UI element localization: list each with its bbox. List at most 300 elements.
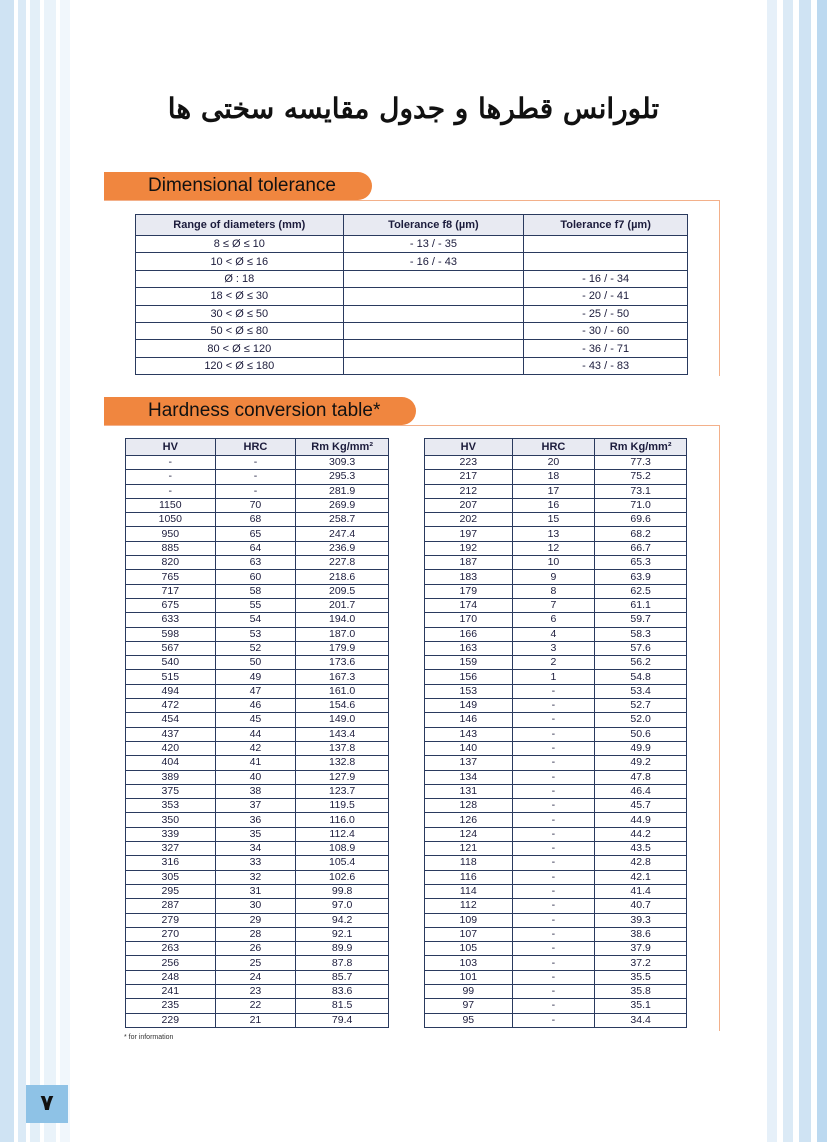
table-row: [126, 627, 389, 641]
table-cell: 241: [126, 984, 216, 998]
table-cell: 127.9: [296, 770, 389, 784]
table-cell: -: [512, 999, 595, 1013]
table-cell: 13: [512, 527, 595, 541]
table-row: [425, 484, 687, 498]
table-cell: 598: [126, 627, 216, 641]
table-cell: 7: [512, 598, 595, 612]
table-row: [425, 784, 687, 798]
table-row: [425, 884, 687, 898]
table-cell: 20: [512, 456, 595, 470]
table-cell: 105: [425, 942, 513, 956]
table-cell: -: [512, 699, 595, 713]
table-row: [126, 470, 389, 484]
table-cell: 71.0: [595, 498, 687, 512]
table-cell: 103: [425, 956, 513, 970]
table-cell: - 25 / - 50: [524, 305, 688, 322]
table-cell: 327: [126, 842, 216, 856]
table-row: [126, 870, 389, 884]
table-cell: -: [215, 456, 296, 470]
table-cell: 218.6: [296, 570, 389, 584]
table-cell: 22: [215, 999, 296, 1013]
table-cell: -: [512, 856, 595, 870]
table-cell: 353: [126, 799, 216, 813]
table-cell: 154.6: [296, 699, 389, 713]
table-row: [126, 899, 389, 913]
table-row: [126, 484, 389, 498]
table-cell: 316: [126, 856, 216, 870]
table-cell: 132.8: [296, 756, 389, 770]
section-rule: [104, 200, 720, 201]
table-cell: 120 < Ø ≤ 180: [136, 357, 344, 374]
table-row: [126, 556, 389, 570]
table-cell: 87.8: [296, 956, 389, 970]
table-cell: 42.8: [595, 856, 687, 870]
table-cell: 30: [215, 899, 296, 913]
table-row: [126, 856, 389, 870]
table-cell: 25: [215, 956, 296, 970]
table-row: [126, 498, 389, 512]
table-row: [126, 670, 389, 684]
table-cell: - 36 / - 71: [524, 340, 688, 357]
table-row: [136, 340, 688, 357]
table-cell: 58.3: [595, 627, 687, 641]
table-cell: 44.9: [595, 813, 687, 827]
table-cell: 32: [215, 870, 296, 884]
table-cell: 149.0: [296, 713, 389, 727]
table-cell: 29: [215, 913, 296, 927]
table-cell: 118: [425, 856, 513, 870]
table-cell: - 16 / - 34: [524, 270, 688, 287]
table-cell: 183: [425, 570, 513, 584]
table-cell: 17: [512, 484, 595, 498]
table-cell: 140: [425, 741, 513, 755]
table-cell: 108.9: [296, 842, 389, 856]
hardness-table-right: [424, 438, 687, 1028]
table-cell: 37.9: [595, 942, 687, 956]
dimensional-heading: Dimensional tolerance: [104, 172, 372, 200]
table-cell: 404: [126, 756, 216, 770]
table-cell: 63: [215, 556, 296, 570]
table-cell: 34: [215, 842, 296, 856]
table-cell: 350: [126, 813, 216, 827]
table-cell: 137.8: [296, 741, 389, 755]
column-header: Range of diameters (mm): [136, 215, 344, 236]
section-rule: [104, 425, 720, 426]
table-cell: 24: [215, 970, 296, 984]
table-cell: 235: [126, 999, 216, 1013]
table-cell: 56.2: [595, 656, 687, 670]
right-stripe: [817, 0, 827, 1142]
table-cell: -: [512, 842, 595, 856]
table-cell: 59.7: [595, 613, 687, 627]
column-header: Tolerance f7 (µm): [524, 215, 688, 236]
table-row: [425, 613, 687, 627]
table-row: [425, 856, 687, 870]
table-row: [425, 956, 687, 970]
table-cell: [343, 288, 524, 305]
table-row: [126, 570, 389, 584]
table-cell: 187: [425, 556, 513, 570]
table-row: [126, 884, 389, 898]
table-row: [425, 727, 687, 741]
table-cell: 109: [425, 913, 513, 927]
table-row: [425, 670, 687, 684]
column-header: Rm Kg/mm²: [595, 439, 687, 456]
table-row: [425, 984, 687, 998]
table-cell: 248: [126, 970, 216, 984]
column-header: Tolerance f8 (µm): [343, 215, 524, 236]
table-cell: [343, 322, 524, 339]
table-cell: 146: [425, 713, 513, 727]
table-cell: 167.3: [296, 670, 389, 684]
table-cell: -: [126, 484, 216, 498]
column-header: Rm Kg/mm²: [296, 439, 389, 456]
table-row: [126, 613, 389, 627]
table-cell: 269.9: [296, 498, 389, 512]
table-row: [126, 699, 389, 713]
table-cell: 10 < Ø ≤ 16: [136, 253, 344, 270]
table-row: [126, 827, 389, 841]
table-row: [126, 984, 389, 998]
table-cell: -: [215, 470, 296, 484]
section-rule: [719, 425, 720, 1031]
table-cell: 57.6: [595, 641, 687, 655]
table-row: [136, 322, 688, 339]
table-cell: 149: [425, 699, 513, 713]
table-row: [136, 288, 688, 305]
table-cell: 375: [126, 784, 216, 798]
table-cell: 121: [425, 842, 513, 856]
table-cell: 37.2: [595, 956, 687, 970]
table-cell: 494: [126, 684, 216, 698]
table-row: [425, 641, 687, 655]
table-cell: 173.6: [296, 656, 389, 670]
table-row: [126, 641, 389, 655]
table-cell: 124: [425, 827, 513, 841]
table-cell: 123.7: [296, 784, 389, 798]
table-cell: 159: [425, 656, 513, 670]
table-cell: 765: [126, 570, 216, 584]
table-cell: [343, 270, 524, 287]
hardness-table-left: [125, 438, 389, 1028]
table-cell: 717: [126, 584, 216, 598]
table-row: [425, 513, 687, 527]
table-cell: 675: [126, 598, 216, 612]
table-row: [126, 813, 389, 827]
table-cell: 36: [215, 813, 296, 827]
left-stripe: [44, 0, 56, 1142]
table-cell: -: [512, 799, 595, 813]
table-cell: 52.7: [595, 699, 687, 713]
table-cell: -: [512, 927, 595, 941]
table-cell: 281.9: [296, 484, 389, 498]
table-cell: -: [512, 741, 595, 755]
right-stripe: [799, 0, 811, 1142]
table-cell: 187.0: [296, 627, 389, 641]
table-cell: 54: [215, 613, 296, 627]
table-cell: -: [512, 784, 595, 798]
table-row: [126, 656, 389, 670]
column-header: HV: [425, 439, 513, 456]
table-cell: 68: [215, 513, 296, 527]
table-cell: -: [512, 713, 595, 727]
table-cell: 53: [215, 627, 296, 641]
table-cell: 270: [126, 927, 216, 941]
table-cell: [524, 253, 688, 270]
table-cell: 633: [126, 613, 216, 627]
table-cell: 116.0: [296, 813, 389, 827]
table-cell: 472: [126, 699, 216, 713]
table-cell: 35: [215, 827, 296, 841]
table-cell: -: [512, 827, 595, 841]
table-cell: 116: [425, 870, 513, 884]
table-cell: 1050: [126, 513, 216, 527]
table-cell: 161.0: [296, 684, 389, 698]
table-cell: 53.4: [595, 684, 687, 698]
table-cell: - 20 / - 41: [524, 288, 688, 305]
table-cell: 437: [126, 727, 216, 741]
table-cell: 30 < Ø ≤ 50: [136, 305, 344, 322]
table-cell: 80 < Ø ≤ 120: [136, 340, 344, 357]
table-row: [126, 727, 389, 741]
table-cell: 44: [215, 727, 296, 741]
table-row: [425, 927, 687, 941]
table-row: [425, 799, 687, 813]
left-stripe: [30, 0, 40, 1142]
table-cell: -: [512, 770, 595, 784]
table-cell: 217: [425, 470, 513, 484]
table-cell: 70: [215, 498, 296, 512]
table-row: [126, 913, 389, 927]
table-cell: 194.0: [296, 613, 389, 627]
table-row: [126, 927, 389, 941]
table-row: [126, 756, 389, 770]
table-cell: 156: [425, 670, 513, 684]
table-cell: 153: [425, 684, 513, 698]
table-row: [425, 598, 687, 612]
table-cell: 820: [126, 556, 216, 570]
table-row: [425, 741, 687, 755]
table-row: [126, 942, 389, 956]
page-title: تلورانس قطرها و جدول مقایسه سختی ها: [167, 92, 660, 125]
table-row: [425, 813, 687, 827]
table-row: [425, 498, 687, 512]
table-row: [126, 684, 389, 698]
table-cell: 50.6: [595, 727, 687, 741]
table-cell: 75.2: [595, 470, 687, 484]
table-row: [126, 713, 389, 727]
table-row: [136, 357, 688, 374]
table-cell: -: [512, 899, 595, 913]
table-cell: 179.9: [296, 641, 389, 655]
table-cell: 174: [425, 598, 513, 612]
section-rule: [719, 200, 720, 376]
table-row: [425, 827, 687, 841]
table-cell: 179: [425, 584, 513, 598]
table-cell: 39.3: [595, 913, 687, 927]
table-row: [425, 570, 687, 584]
table-cell: 64: [215, 541, 296, 555]
table-row: [425, 699, 687, 713]
table-cell: 62.5: [595, 584, 687, 598]
table-cell: 131: [425, 784, 513, 798]
table-cell: 50: [215, 656, 296, 670]
table-cell: 45: [215, 713, 296, 727]
table-cell: 31: [215, 884, 296, 898]
table-cell: 885: [126, 541, 216, 555]
table-row: [126, 842, 389, 856]
table-cell: 43.5: [595, 842, 687, 856]
table-cell: 41: [215, 756, 296, 770]
table-cell: -: [512, 984, 595, 998]
table-row: [136, 305, 688, 322]
column-header: HRC: [215, 439, 296, 456]
table-cell: 192: [425, 541, 513, 555]
table-cell: 23: [215, 984, 296, 998]
table-cell: 33: [215, 856, 296, 870]
table-row: [425, 770, 687, 784]
table-cell: 3: [512, 641, 595, 655]
table-row: [126, 770, 389, 784]
table-cell: 309.3: [296, 456, 389, 470]
table-cell: 227.8: [296, 556, 389, 570]
table-cell: -: [512, 870, 595, 884]
table-cell: 287: [126, 899, 216, 913]
table-cell: 54.8: [595, 670, 687, 684]
table-cell: 305: [126, 870, 216, 884]
table-cell: 197: [425, 527, 513, 541]
table-cell: 126: [425, 813, 513, 827]
table-row: [425, 556, 687, 570]
table-row: [425, 684, 687, 698]
table-row: [126, 456, 389, 470]
table-cell: 66.7: [595, 541, 687, 555]
table-row: [425, 656, 687, 670]
table-cell: 1: [512, 670, 595, 684]
table-row: [126, 584, 389, 598]
footnote: * for information: [124, 1034, 174, 1041]
table-cell: 46: [215, 699, 296, 713]
table-cell: 65: [215, 527, 296, 541]
table-row: [425, 942, 687, 956]
table-cell: -: [512, 727, 595, 741]
table-cell: 114: [425, 884, 513, 898]
table-cell: 85.7: [296, 970, 389, 984]
table-cell: 40.7: [595, 899, 687, 913]
table-row: [136, 236, 688, 253]
table-cell: 45.7: [595, 799, 687, 813]
table-cell: -: [512, 956, 595, 970]
table-cell: 38.6: [595, 927, 687, 941]
table-cell: 1150: [126, 498, 216, 512]
table-cell: 49: [215, 670, 296, 684]
table-cell: 69.6: [595, 513, 687, 527]
table-cell: 339: [126, 827, 216, 841]
table-row: [126, 999, 389, 1013]
table-cell: 163: [425, 641, 513, 655]
table-row: [126, 956, 389, 970]
table-cell: 229: [126, 1013, 216, 1027]
table-cell: [343, 340, 524, 357]
table-row: [126, 784, 389, 798]
table-row: [425, 913, 687, 927]
table-cell: 420: [126, 741, 216, 755]
table-row: [425, 842, 687, 856]
table-cell: 202: [425, 513, 513, 527]
table-cell: 295.3: [296, 470, 389, 484]
table-cell: 58: [215, 584, 296, 598]
table-cell: 105.4: [296, 856, 389, 870]
table-cell: 209.5: [296, 584, 389, 598]
table-row: [425, 470, 687, 484]
table-cell: 28: [215, 927, 296, 941]
table-cell: 256: [126, 956, 216, 970]
table-cell: 143: [425, 727, 513, 741]
table-cell: 35.1: [595, 999, 687, 1013]
table-cell: 101: [425, 970, 513, 984]
table-cell: 128: [425, 799, 513, 813]
table-row: [425, 456, 687, 470]
table-cell: -: [215, 484, 296, 498]
table-cell: 95: [425, 1013, 513, 1027]
table-cell: 47: [215, 684, 296, 698]
column-header: HV: [126, 439, 216, 456]
table-cell: [343, 357, 524, 374]
table-cell: -: [512, 884, 595, 898]
column-header: HRC: [512, 439, 595, 456]
table-cell: 170: [425, 613, 513, 627]
table-cell: 112: [425, 899, 513, 913]
table-cell: 143.4: [296, 727, 389, 741]
table-row: [425, 756, 687, 770]
table-row: [126, 1013, 389, 1027]
table-cell: 46.4: [595, 784, 687, 798]
table-cell: 102.6: [296, 870, 389, 884]
table-cell: 6: [512, 613, 595, 627]
table-row: [136, 253, 688, 270]
table-cell: Ø : 18: [136, 270, 344, 287]
table-row: [425, 584, 687, 598]
table-cell: -: [512, 1013, 595, 1027]
table-cell: 18 < Ø ≤ 30: [136, 288, 344, 305]
table-cell: 263: [126, 942, 216, 956]
table-row: [425, 1013, 687, 1027]
table-cell: 137: [425, 756, 513, 770]
table-cell: 107: [425, 927, 513, 941]
table-cell: 55: [215, 598, 296, 612]
table-row: [425, 527, 687, 541]
table-row: [425, 870, 687, 884]
tolerance-table: [135, 214, 688, 375]
table-cell: 77.3: [595, 456, 687, 470]
table-cell: -: [512, 813, 595, 827]
table-cell: 79.4: [296, 1013, 389, 1027]
table-cell: 16: [512, 498, 595, 512]
table-cell: 12: [512, 541, 595, 555]
table-cell: 18: [512, 470, 595, 484]
table-cell: - 16 / - 43: [343, 253, 524, 270]
left-stripe: [18, 0, 26, 1142]
table-cell: 81.5: [296, 999, 389, 1013]
right-stripe: [767, 0, 777, 1142]
table-cell: 236.9: [296, 541, 389, 555]
table-cell: 21: [215, 1013, 296, 1027]
table-cell: 35.5: [595, 970, 687, 984]
table-cell: 83.6: [296, 984, 389, 998]
table-row: [126, 541, 389, 555]
table-cell: 540: [126, 656, 216, 670]
table-row: [425, 899, 687, 913]
